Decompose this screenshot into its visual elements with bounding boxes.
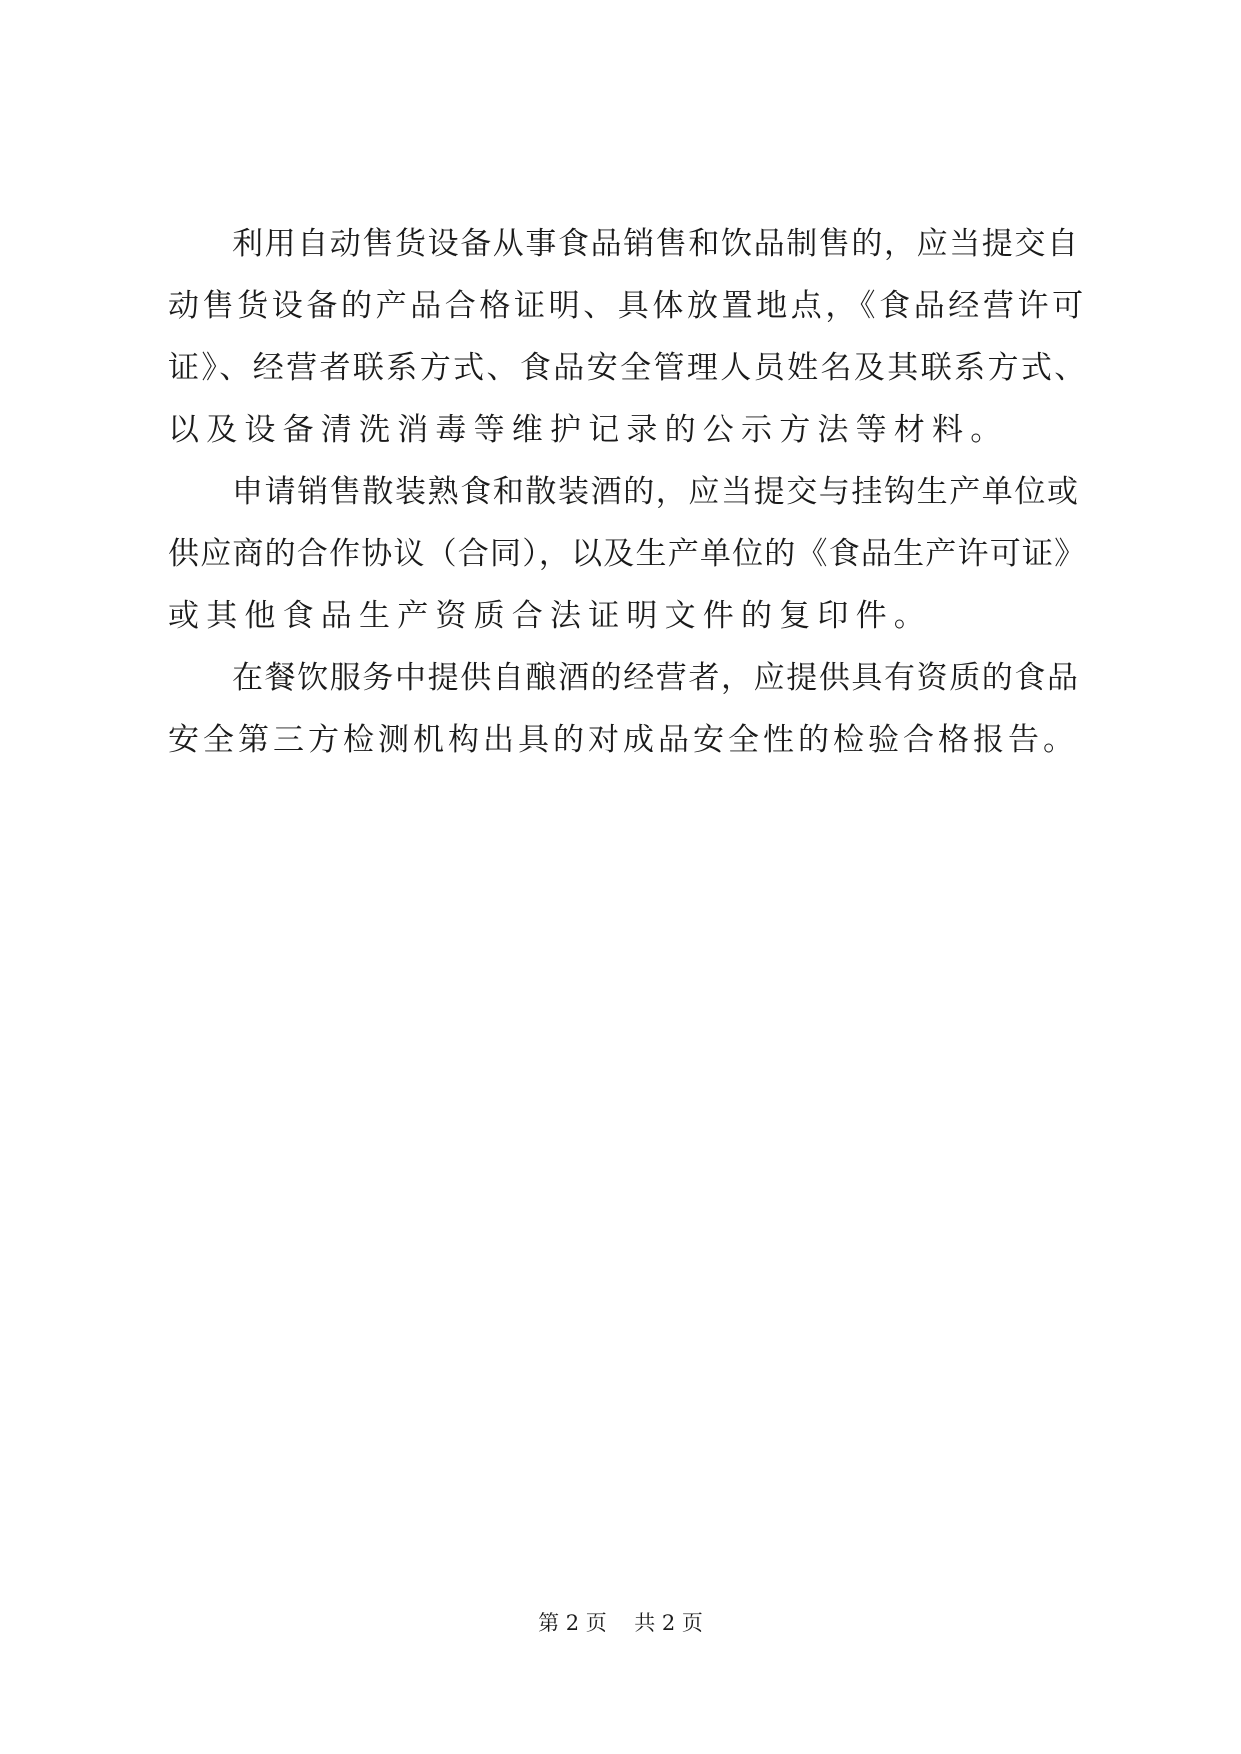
paragraph-1-line-1: 利用自动售货设备从事食品销售和饮品制售的，应当提交自 bbox=[232, 226, 1080, 262]
paragraph-2-line-3: 或其他食品生产资质合法证明文件的复印件。 bbox=[168, 598, 932, 634]
page-total: 共 2 页 bbox=[634, 1611, 703, 1635]
paragraph-3-line-2: 安全第三方检测机构出具的对成品安全性的检验合格报告。 bbox=[168, 722, 1078, 758]
paragraph-3-line-1: 在餐饮服务中提供自酿酒的经营者，应提供具有资质的食品 bbox=[232, 660, 1080, 696]
paragraph-1-line-4: 以及设备清洗消毒等维护记录的公示方法等材料。 bbox=[168, 412, 1009, 448]
paragraph-2-line-2: 供应商的合作协议（合同），以及生产单位的《食品生产许可证》 bbox=[168, 536, 1087, 572]
page-number: 第 2 页 bbox=[538, 1611, 607, 1635]
paragraph-1-line-3: 证》、经营者联系方式、食品安全管理人员姓名及其联系方式、 bbox=[168, 350, 1088, 386]
page-footer bbox=[0, 1607, 1241, 1637]
paragraph-1-line-2: 动售货设备的产品合格证明、具体放置地点，《食品经营许可 bbox=[168, 288, 1087, 324]
paragraph-2-line-1: 申请销售散装熟食和散装酒的，应当提交与挂钩生产单位或 bbox=[232, 474, 1080, 510]
